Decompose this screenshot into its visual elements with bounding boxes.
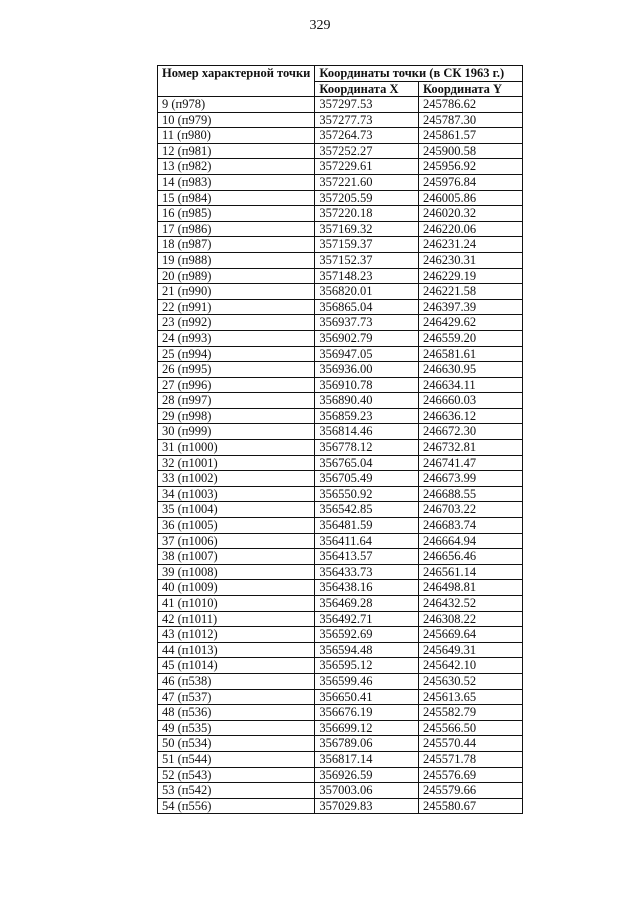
- coordinate-y-cell: 246229.19: [418, 268, 522, 284]
- point-number-cell: 43 (п1012): [158, 627, 315, 643]
- coordinate-y-cell: 246634.11: [418, 377, 522, 393]
- coordinate-x-cell: 356550.92: [315, 486, 419, 502]
- table-row: [158, 627, 523, 643]
- point-number-cell: 32 (п1001): [158, 455, 315, 471]
- coordinate-x-cell: 357205.59: [315, 190, 419, 206]
- table-row: [158, 471, 523, 487]
- coordinate-y-cell: 245630.52: [418, 673, 522, 689]
- point-number-cell: 23 (п992): [158, 315, 315, 331]
- coordinate-y-cell: 245613.65: [418, 689, 522, 705]
- table-row: [158, 190, 523, 206]
- table-row: [158, 767, 523, 783]
- table-row: [158, 159, 523, 175]
- coordinate-x-cell: 357159.37: [315, 237, 419, 253]
- point-number-cell: 51 (п544): [158, 751, 315, 767]
- coordinate-x-cell: 357220.18: [315, 206, 419, 222]
- coordinate-x-cell: 356438.16: [315, 580, 419, 596]
- coordinate-x-cell: 357252.27: [315, 143, 419, 159]
- coordinate-y-cell: 245642.10: [418, 658, 522, 674]
- point-number-cell: 24 (п993): [158, 330, 315, 346]
- coordinate-y-cell: 246005.86: [418, 190, 522, 206]
- coordinate-y-cell: 245566.50: [418, 720, 522, 736]
- table-row: [158, 315, 523, 331]
- coordinate-x-cell: 356820.01: [315, 284, 419, 300]
- point-number-cell: 31 (п1000): [158, 440, 315, 456]
- point-number-cell: 21 (п990): [158, 284, 315, 300]
- coordinate-x-cell: 356890.40: [315, 393, 419, 409]
- table-row: [158, 440, 523, 456]
- coordinate-x-cell: 356492.71: [315, 611, 419, 627]
- point-number-cell: 28 (п997): [158, 393, 315, 409]
- point-number-cell: 45 (п1014): [158, 658, 315, 674]
- coordinate-y-cell: 245570.44: [418, 736, 522, 752]
- point-number-cell: 52 (п543): [158, 767, 315, 783]
- coordinate-y-cell: 246230.31: [418, 252, 522, 268]
- table-row: [158, 252, 523, 268]
- coordinate-x-cell: 356778.12: [315, 440, 419, 456]
- point-number-cell: 36 (п1005): [158, 518, 315, 534]
- coordinate-x-cell: 356592.69: [315, 627, 419, 643]
- point-number-cell: 30 (п999): [158, 424, 315, 440]
- coordinate-y-cell: 245976.84: [418, 174, 522, 190]
- point-number-cell: 19 (п988): [158, 252, 315, 268]
- table-row: [158, 112, 523, 128]
- coordinate-x-cell: 356542.85: [315, 502, 419, 518]
- table-row: [158, 206, 523, 222]
- coordinate-x-cell: 357229.61: [315, 159, 419, 175]
- coordinate-y-cell: 245786.62: [418, 97, 522, 113]
- coordinate-x-cell: 356765.04: [315, 455, 419, 471]
- coordinate-y-cell: 246308.22: [418, 611, 522, 627]
- coordinate-x-cell: 356676.19: [315, 705, 419, 721]
- point-number-cell: 40 (п1009): [158, 580, 315, 596]
- coordinate-x-cell: 357029.83: [315, 798, 419, 814]
- table-row: [158, 689, 523, 705]
- coordinate-x-cell: 356814.46: [315, 424, 419, 440]
- coordinate-x-cell: 356926.59: [315, 767, 419, 783]
- coordinate-y-cell: 245787.30: [418, 112, 522, 128]
- point-number-cell: 50 (п534): [158, 736, 315, 752]
- coordinate-y-cell: 246673.99: [418, 471, 522, 487]
- coordinate-y-cell: 246636.12: [418, 408, 522, 424]
- coordinate-x-cell: 357221.60: [315, 174, 419, 190]
- point-number-cell: 46 (п538): [158, 673, 315, 689]
- point-number-cell: 22 (п991): [158, 299, 315, 315]
- coordinate-x-cell: 356599.46: [315, 673, 419, 689]
- header-coordinate-x: Координата X: [315, 81, 419, 97]
- point-number-cell: 37 (п1006): [158, 533, 315, 549]
- table-body: [158, 97, 523, 814]
- header-coordinates-group: Координаты точки (в СК 1963 г.): [315, 66, 523, 82]
- coordinate-y-cell: 246561.14: [418, 564, 522, 580]
- point-number-cell: 35 (п1004): [158, 502, 315, 518]
- coordinate-y-cell: 246221.58: [418, 284, 522, 300]
- table-header: [158, 66, 523, 97]
- coordinate-x-cell: 356936.00: [315, 362, 419, 378]
- coordinate-y-cell: 246703.22: [418, 502, 522, 518]
- table-row: [158, 658, 523, 674]
- point-number-cell: 29 (п998): [158, 408, 315, 424]
- coordinate-x-cell: 357003.06: [315, 783, 419, 799]
- coordinate-x-cell: 356937.73: [315, 315, 419, 331]
- coordinate-x-cell: 356902.79: [315, 330, 419, 346]
- point-number-cell: 34 (п1003): [158, 486, 315, 502]
- table-row: [158, 408, 523, 424]
- table-row: [158, 377, 523, 393]
- coordinate-y-cell: 246741.47: [418, 455, 522, 471]
- point-number-cell: 39 (п1008): [158, 564, 315, 580]
- coordinate-y-cell: 245576.69: [418, 767, 522, 783]
- coordinate-y-cell: 245649.31: [418, 642, 522, 658]
- coordinate-x-cell: 356481.59: [315, 518, 419, 534]
- coordinates-table: [157, 65, 523, 814]
- table-row: [158, 143, 523, 159]
- table-row: [158, 330, 523, 346]
- coordinate-y-cell: 245861.57: [418, 128, 522, 144]
- coordinate-y-cell: 246672.30: [418, 424, 522, 440]
- coordinate-x-cell: 357148.23: [315, 268, 419, 284]
- point-number-cell: 42 (п1011): [158, 611, 315, 627]
- table-row: [158, 486, 523, 502]
- coordinate-y-cell: 246664.94: [418, 533, 522, 549]
- table-row: [158, 268, 523, 284]
- point-number-cell: 20 (п989): [158, 268, 315, 284]
- table-row: [158, 393, 523, 409]
- point-number-cell: 10 (п979): [158, 112, 315, 128]
- point-number-cell: 9 (п978): [158, 97, 315, 113]
- coordinate-y-cell: 246630.95: [418, 362, 522, 378]
- coordinate-y-cell: 246732.81: [418, 440, 522, 456]
- table-row: [158, 720, 523, 736]
- table-row: [158, 596, 523, 612]
- coordinate-x-cell: 356469.28: [315, 596, 419, 612]
- coordinate-x-cell: 356910.78: [315, 377, 419, 393]
- header-coordinate-y: Координата Y: [418, 81, 522, 97]
- point-number-cell: 48 (п536): [158, 705, 315, 721]
- point-number-cell: 33 (п1002): [158, 471, 315, 487]
- coordinate-y-cell: 245900.58: [418, 143, 522, 159]
- coordinate-y-cell: 246231.24: [418, 237, 522, 253]
- table-row: [158, 455, 523, 471]
- table-row: [158, 751, 523, 767]
- coordinate-x-cell: 356650.41: [315, 689, 419, 705]
- point-number-cell: 11 (п980): [158, 128, 315, 144]
- coordinate-x-cell: 356947.05: [315, 346, 419, 362]
- table-row: [158, 502, 523, 518]
- coordinate-x-cell: 356595.12: [315, 658, 419, 674]
- point-number-cell: 16 (п985): [158, 206, 315, 222]
- coordinate-y-cell: 246581.61: [418, 346, 522, 362]
- table-row: [158, 237, 523, 253]
- table-row: [158, 611, 523, 627]
- table-row: [158, 362, 523, 378]
- table-row: [158, 174, 523, 190]
- coordinate-x-cell: 356865.04: [315, 299, 419, 315]
- point-number-cell: 26 (п995): [158, 362, 315, 378]
- coordinate-y-cell: 245582.79: [418, 705, 522, 721]
- point-number-cell: 18 (п987): [158, 237, 315, 253]
- coordinate-y-cell: 246397.39: [418, 299, 522, 315]
- coordinate-y-cell: 245956.92: [418, 159, 522, 175]
- coordinate-x-cell: 356413.57: [315, 549, 419, 565]
- table-row: [158, 564, 523, 580]
- table-row: [158, 549, 523, 565]
- table-row: [158, 642, 523, 658]
- coordinate-y-cell: 246498.81: [418, 580, 522, 596]
- coordinate-y-cell: 245669.64: [418, 627, 522, 643]
- point-number-cell: 49 (п535): [158, 720, 315, 736]
- table-row: [158, 284, 523, 300]
- table-row: [158, 299, 523, 315]
- coordinate-x-cell: 356594.48: [315, 642, 419, 658]
- coordinate-x-cell: 357152.37: [315, 252, 419, 268]
- coordinate-x-cell: 356859.23: [315, 408, 419, 424]
- coordinate-x-cell: 357169.32: [315, 221, 419, 237]
- table-row: [158, 736, 523, 752]
- point-number-cell: 38 (п1007): [158, 549, 315, 565]
- header-point-number: Номер характерной точки: [158, 66, 315, 97]
- point-number-cell: 25 (п994): [158, 346, 315, 362]
- coordinate-x-cell: 356705.49: [315, 471, 419, 487]
- point-number-cell: 47 (п537): [158, 689, 315, 705]
- coordinate-y-cell: 246432.52: [418, 596, 522, 612]
- point-number-cell: 13 (п982): [158, 159, 315, 175]
- coordinate-x-cell: 356789.06: [315, 736, 419, 752]
- coordinate-y-cell: 246020.32: [418, 206, 522, 222]
- table-row: [158, 97, 523, 113]
- point-number-cell: 12 (п981): [158, 143, 315, 159]
- coordinate-x-cell: 357297.53: [315, 97, 419, 113]
- coordinate-y-cell: 245571.78: [418, 751, 522, 767]
- table-row: [158, 128, 523, 144]
- table-row: [158, 783, 523, 799]
- coordinate-x-cell: 356817.14: [315, 751, 419, 767]
- table-row: [158, 705, 523, 721]
- table-row: [158, 518, 523, 534]
- coordinate-y-cell: 246656.46: [418, 549, 522, 565]
- table-row: [158, 346, 523, 362]
- coordinate-y-cell: 246429.62: [418, 315, 522, 331]
- point-number-cell: 53 (п542): [158, 783, 315, 799]
- coordinate-y-cell: 246683.74: [418, 518, 522, 534]
- point-number-cell: 17 (п986): [158, 221, 315, 237]
- point-number-cell: 15 (п984): [158, 190, 315, 206]
- coordinate-y-cell: 246220.06: [418, 221, 522, 237]
- point-number-cell: 54 (п556): [158, 798, 315, 814]
- coordinate-y-cell: 245579.66: [418, 783, 522, 799]
- coordinate-y-cell: 246688.55: [418, 486, 522, 502]
- coordinate-x-cell: 356411.64: [315, 533, 419, 549]
- coordinate-y-cell: 246559.20: [418, 330, 522, 346]
- coordinate-x-cell: 357277.73: [315, 112, 419, 128]
- table-row: [158, 533, 523, 549]
- page-number: 329: [309, 18, 331, 33]
- point-number-cell: 41 (п1010): [158, 596, 315, 612]
- table-row: [158, 673, 523, 689]
- table-row: [158, 221, 523, 237]
- coordinate-y-cell: 245580.67: [418, 798, 522, 814]
- coordinate-x-cell: 356699.12: [315, 720, 419, 736]
- coordinate-y-cell: 246660.03: [418, 393, 522, 409]
- point-number-cell: 14 (п983): [158, 174, 315, 190]
- coordinate-x-cell: 356433.73: [315, 564, 419, 580]
- point-number-cell: 27 (п996): [158, 377, 315, 393]
- coordinate-x-cell: 357264.73: [315, 128, 419, 144]
- table-row: [158, 798, 523, 814]
- table-row: [158, 424, 523, 440]
- table-row: [158, 580, 523, 596]
- point-number-cell: 44 (п1013): [158, 642, 315, 658]
